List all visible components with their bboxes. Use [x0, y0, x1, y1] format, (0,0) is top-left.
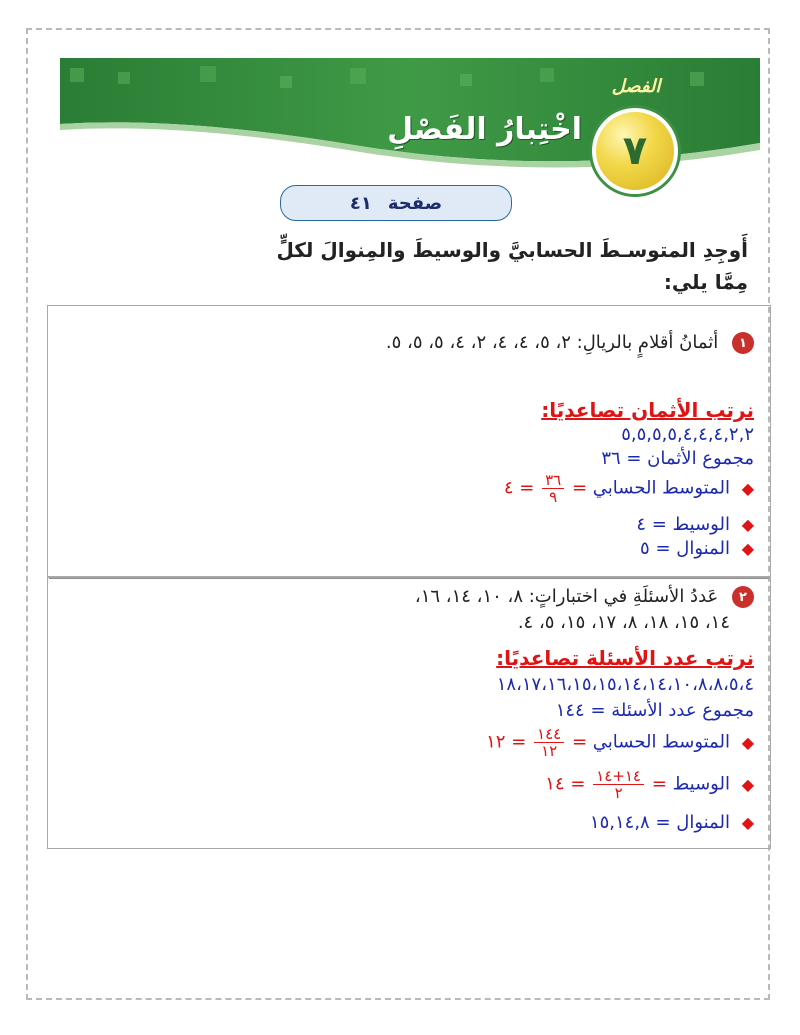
median-line: ◆ الوسيط = ٤ — [636, 514, 754, 535]
sum-line: مجموع عدد الأسئلة = ١٤٤ — [555, 700, 754, 721]
sorted-values: ٥,٥,٥,٥,٤,٤,٤,٢,٢ — [621, 424, 754, 445]
fraction-numerator: ١٤٤ — [534, 726, 564, 743]
sorted-values: ١٨،١٧،١٦،١٥،١٥،١٤،١٤،١٠،٨،٨،٥،٤ — [496, 674, 754, 695]
diamond-bullet-icon: ◆ — [741, 732, 754, 752]
diamond-bullet-icon: ◆ — [741, 539, 754, 558]
diamond-bullet-icon: ◆ — [741, 813, 754, 832]
question-text-line-2: ١٤، ١٥، ١٨، ٨، ١٧، ١٥، ٥، ٤. — [517, 612, 730, 633]
mean-fraction — [534, 726, 564, 759]
mean-label: المتوسط الحسابي — [592, 731, 730, 753]
sum-line: مجموع الأثمان = ٣٦ — [601, 448, 754, 469]
mean-label: المتوسط الحسابي — [592, 477, 730, 499]
sorted-heading: نرتب الأثمان تصاعديًا: — [541, 398, 754, 422]
mean-fraction — [542, 472, 564, 505]
problem-2-box — [47, 577, 771, 849]
problem-2-question — [415, 586, 754, 608]
fraction-numerator: ١٤+١٤ — [593, 768, 644, 785]
page-number-box — [280, 185, 512, 221]
mean-line: ◆ المتوسط الحسابي = $\frac{١٤٤}{١٢}$ = ١٢ — [486, 725, 754, 760]
median-line: ◆ الوسيط = $\frac{١٤+١٤}{٢}$ = ١٤ — [545, 767, 754, 802]
sorted-heading: نرتب عدد الأسئلة تصاعديًا: — [496, 646, 754, 670]
diamond-bullet-icon: ◆ — [741, 515, 754, 534]
fraction-denominator: ٩ — [549, 488, 558, 506]
question-text: عَددُ الأسئلَةِ في اختباراتٍ: ٨، ١٠، ١٤، ١٦، — [414, 586, 719, 607]
mode-line: ◆ المنوال = ٥ — [640, 538, 754, 559]
fraction-numerator: ٣٦ — [542, 472, 564, 489]
problem-number-badge: ٢ — [732, 586, 754, 608]
median-result: ١٤ — [545, 773, 565, 795]
question-text: أثمانُ أقلامٍ بالريالِ: ٢، ٥، ٤، ٤، ٢، ٤، ٥، ٥، ٥. — [385, 332, 719, 353]
chapter-banner — [0, 28, 800, 178]
chapter-title: اخْتِبارُ الفَصْلِ — [387, 112, 582, 147]
problem-number-badge: ١ — [732, 332, 754, 354]
mean-result: ٤ — [503, 477, 514, 499]
problem-1-question — [386, 332, 754, 354]
mean-result: ١٢ — [486, 731, 506, 753]
instruction-text: أَوجِدِ المتوسـطَ الحسابيَّ والوسيطَ والمِنوالَ لكلٍّ مِمَّا يلي: — [276, 238, 748, 294]
chapter-word: الفصل — [611, 76, 661, 97]
mean-line: ◆ المتوسط الحسابي = $\frac{٣٦}{٩}$ = ٤ — [503, 471, 754, 506]
problem-1-box — [47, 305, 771, 577]
page-label: صفحة — [387, 192, 443, 214]
median-label: الوسيط — [672, 773, 730, 795]
fraction-denominator: ٢ — [614, 784, 623, 802]
chapter-number-badge: ٧ — [592, 108, 678, 194]
median-fraction — [593, 768, 644, 801]
fraction-denominator: ١٢ — [541, 742, 558, 760]
mode-line: ◆ المنوال = ١٥,١٤,٨ — [589, 812, 754, 833]
diamond-bullet-icon: ◆ — [741, 774, 754, 794]
page-number: ٤١ — [349, 192, 372, 214]
diamond-bullet-icon: ◆ — [741, 478, 754, 498]
